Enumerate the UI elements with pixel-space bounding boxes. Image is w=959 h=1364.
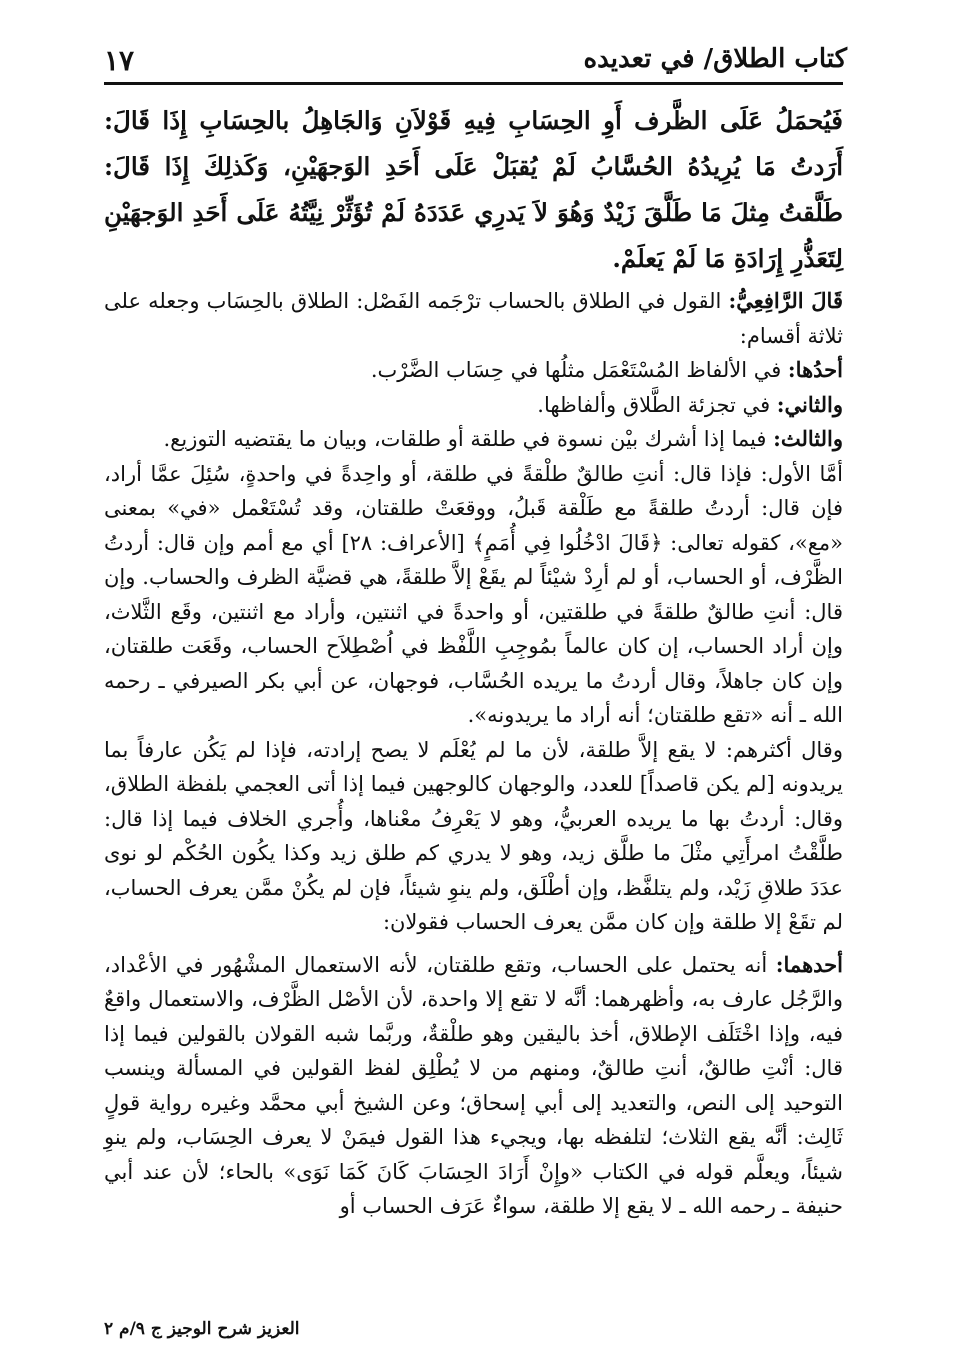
printer-signature: العزيز شرح الوجيز ج ٩/م ٢ (104, 1319, 300, 1339)
commentary (104, 284, 843, 1224)
paragraph-lead: والثالث: (773, 426, 843, 451)
commentary-paragraph (104, 422, 843, 457)
commentary-paragraph (104, 388, 843, 423)
commentary-paragraph (104, 733, 843, 940)
commentary-paragraph (104, 457, 843, 733)
paragraph-text: أمَّا الأول: فإذا قال: أنتِ طالقٌ طلْقةً في طلقة، أو واحِدةً في واحدةٍ، سُئِلَ عمَّا أراد، فإن قال: أردتُ طلقةً مع طَلْقة قَبلُ، ووقعَتْ طلقتان، وقد تُسْتَعْمل «في» بمعنى «مع»، كقوله تعالى: ﴿قَالَ ادْخُلُوا فِي أُمَمٍ﴾ [الأعراف: ٢٨] أي مع أمم وإن قال: أردتُ الظَّرْف، أو الحساب، أو لم أرِدْ شيْئاً لم يقَعْ إلاَّ طلقةً، هي قضيَّة الظرف والحساب. وإن قال: أنتِ طالقٌ طلقةً في طلقتين، أو واحدةً في اثنتين، وأراد مع اثنتين، وقَع الثَّلاث، وإن أراد الحساب، إن كان عالماً بمُوجِبِ اللَّفْظ في اُصْطِلاَح الحساب، وقَعَت طلقتان، وإن كان جاهلاً، وقال أردتُ ما يريده الحُسَّاب، فوجهان، عن أبي بكر الصيرفي ـ رحمه الله ـ أنه «تقع طلقتان؛ أنه أراد ما يريدونه». (104, 461, 843, 727)
page-number: ١٧ (104, 44, 135, 77)
matn-paragraph: فَيُحمَلُ عَلَى الظَّرف أَوِ الحِسَابِ فِيهِ قَوْلاَنِ وَالجَاهِلُ بالحِسَابِ إِذَا قَالَ: أَرَدتُ مَا يُرِيدُهُ الحُسَّابُ لَمْ يُقبَلْ عَلَى أَحَدِ الوَجهَيْنِ، وَكَذلِكَ إِذَا قَالَ: طَلَّقتُ مِثلَ مَا طَلَّقَ زَيْدٌ وَهُوَ لاَ يَدرِي عَدَدَهُ لَمْ تُؤَثِّرْ نِيَّتُهُ عَلَى أَحَدِ الوَجهَيْنِ لِتَعَذُّرِ إِرَادَةِ مَا لَمْ يَعلَمْ. (104, 106, 843, 273)
paragraph-lead: أحدهما: (775, 951, 843, 977)
paragraph-lead: والثاني: (776, 391, 843, 417)
paragraph-text: في الألفاظ المُسْتَعْمَل مثلُها في حِسَاب الضَّرْب. (370, 358, 788, 382)
running-header: كتاب الطلاق/ في تعديده (583, 44, 847, 74)
page-body (104, 98, 843, 1224)
paragraph-lead: قَالَ الرَّافِعِيُّ: (728, 288, 843, 313)
paragraph-text: فيما إذا أشرك بيْن نسوة في طلقة أو طلقات، وبيان ما يقتضيه التوزيع. (163, 427, 774, 451)
paragraph-text: القول في الطلاق بالحساب ترْجَمه الفَصْل: الطلاق بالحِسَاب وجعله على ثلاثة أقسام: (104, 289, 843, 348)
paragraph-text: في تجزئة الطَّلاق وألفاظها. (537, 392, 777, 417)
commentary-paragraph (104, 948, 843, 1224)
commentary-paragraph (104, 284, 843, 353)
paragraph-lead: أحدُها: (787, 357, 843, 382)
paragraph-text: أنه يحتمل على الحساب، وتقع طلقتان، لأنه الاستعمال المشْهُور في الأعْداد، والرَّجُل عارف به، وأظهرهما: أنَّه لا تقع إلا واحدة، لأن الأصْل الظَّرْف، والاستعمال واقعٌ فيه، وإذا اخْتَلَف الإطلاق، أخذ باليقين وهو طلْقةٌ، وربَّما شبه القولان بالقولين فيما إذا قال: أنْتِ طالقٌ، أنتِ طالقٌ، ومنهم من لا يُطْلِق لفظ القولين في المسألة وينسب التوحيد إلى النص، والتعديد إلى أبي إسحاق؛ وعن الشيخ أبي محمَّد وغيره رواية قولٍ ثَالِث: أنَّه يقع الثلاث؛ لتلفظه بها، ويجيء هذا القول فيمَنْ لا يعرف الحِسَاب، ولم ينوِ شيئاً، ويعلَّم قوله في الكتاب «وإِنْ أَرَادَ الحِسَابَ كَانَ كَمَا نَوَى» بالحاء؛ لأن عند أبي حنيفة ـ رحمه الله ـ لا يقع إلا طلقة، سواءٌ عَرَف الحساب أو (104, 952, 843, 1218)
header-rule (104, 82, 843, 85)
commentary-paragraph (104, 353, 843, 388)
paragraph-text: وقال أكثرهم: لا يقع إلاَّ طلقة، لأن ما لم يُعْلَم لا يصح إرادته، فإذا لم يَكُن عارفاً بما يريدونه [لم يكن قاصداً] للعدد، والوجهان كالوجهين فيما إذا أتى العجمي بلفظة الطلاق، وقال: أردتُ بها ما يريده العربيُّ، وهو لا يَعْرِفُ معْناها، وأُجري الخلاف فيما إذا قال: طلَّقْتُ امرأَتِي مثْلَ ما طلَّق زيد، وهو لا يدري كم طلق زيد وكذا يكُون الحُكْم لو نوى عدَدَ طلاقِ زَيْد، ولم يتلفَّظ، وإن أطْلَق، ولم ينوِ شيئاً، فإن لم يكُنْ ممَّن يعرف الحساب، لم تقَعْ إلا طلقة وإن كان ممَّن يعرف الحساب فقولان: (104, 737, 843, 934)
matn-text (104, 98, 843, 282)
